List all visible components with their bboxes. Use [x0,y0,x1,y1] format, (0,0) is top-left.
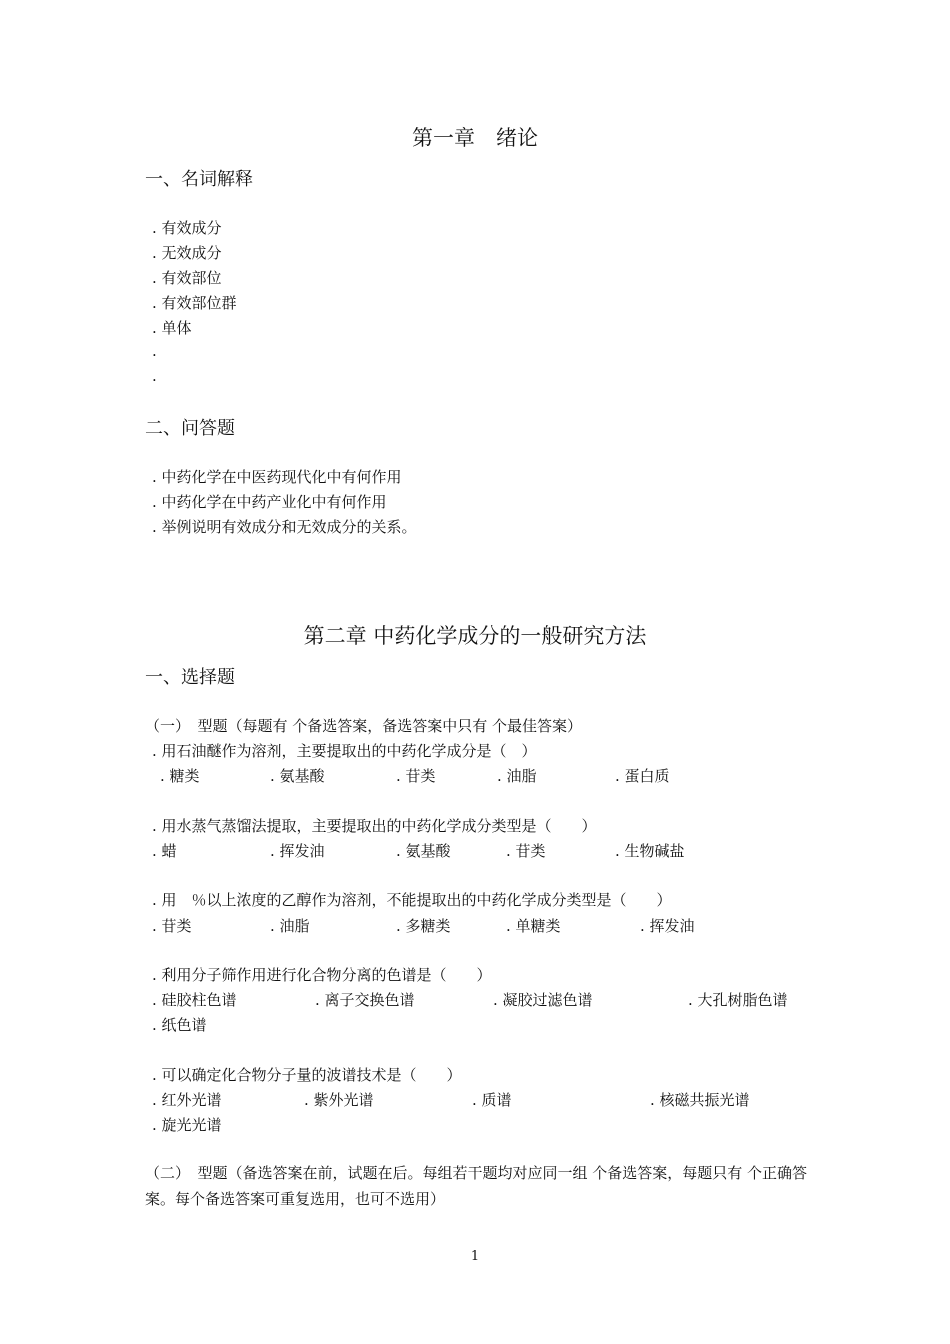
option-a: . 糖类 [160,767,200,785]
question-stem: . 用水蒸气蒸馏法提取，主要提取出的中药化学成分类型是（ ） [152,817,597,835]
term-item: . [152,367,157,385]
question-stem: . 利用分子筛作用进行化合物分离的色谱是（ ） [152,966,492,984]
option-e: . 生物碱盐 [615,842,685,860]
option-d: . 苷类 [506,842,546,860]
page-number: 1 [470,1249,480,1264]
option-b: . 油脂 [270,917,310,935]
option-c: . 多糖类 [396,917,451,935]
term-item: . 有效部位 [152,269,222,287]
option-e: . 挥发油 [640,917,695,935]
option-b: . 氨基酸 [270,767,325,785]
term-item: . [152,342,157,360]
chapter1-section1-title: 一、名词解释 [145,169,253,190]
question-stem: . 用 ％以上浓度的乙醇作为溶剂，不能提取出的中药化学成分类型是（ ） [152,891,672,909]
option-d: . 单糖类 [506,917,561,935]
question-item: . 举例说明有效成分和无效成分的关系。 [152,518,417,536]
option-a: . 蜡 [152,842,177,860]
option-d: . 核磁共振光谱 [650,1091,750,1109]
chapter1-title: 第一章 绪论 [412,126,538,150]
term-item: . 有效部位群 [152,294,237,312]
question-item: . 中药化学在中医药现代化中有何作用 [152,468,402,486]
option-a: . 苷类 [152,917,192,935]
group2-title: （二） 型题（备选答案在前，试题在后。每组若干题均对应同一组 个备选答案，每题只有 个正确答案。每个备选答案可重复选用，也可不选用） [145,1164,808,1208]
option-e: . 纸色谱 [152,1016,207,1034]
option-c: . 苷类 [396,767,436,785]
question-stem: . 可以确定化合物分子量的波谱技术是（ ） [152,1066,462,1084]
question-item: . 中药化学在中药产业化中有何作用 [152,493,387,511]
question-stem: . 用石油醚作为溶剂，主要提取出的中药化学成分是（ ） [152,742,537,760]
group1-title: （一） 型题（每题有 个备选答案，备选答案中只有 个最佳答案） [145,717,583,735]
option-b: . 紫外光谱 [304,1091,374,1109]
chapter2-section1-title: 一、选择题 [145,667,235,688]
option-d: . 油脂 [497,767,537,785]
option-b: . 离子交换色谱 [315,991,415,1009]
option-c: . 氨基酸 [396,842,451,860]
option-d: . 大孔树脂色谱 [688,991,788,1009]
option-e: . 蛋白质 [615,767,670,785]
option-c: . 凝胶过滤色谱 [493,991,593,1009]
option-a: . 硅胶柱色谱 [152,991,237,1009]
term-item: . 有效成分 [152,219,222,237]
term-item: . 单体 [152,319,192,337]
chapter1-section2-title: 二、问答题 [145,418,235,439]
term-item: . 无效成分 [152,244,222,262]
chapter2-title: 第二章 中药化学成分的一般研究方法 [303,624,647,648]
option-c: . 质谱 [472,1091,512,1109]
option-a: . 红外光谱 [152,1091,222,1109]
option-e: . 旋光光谱 [152,1116,222,1134]
option-b: . 挥发油 [270,842,325,860]
